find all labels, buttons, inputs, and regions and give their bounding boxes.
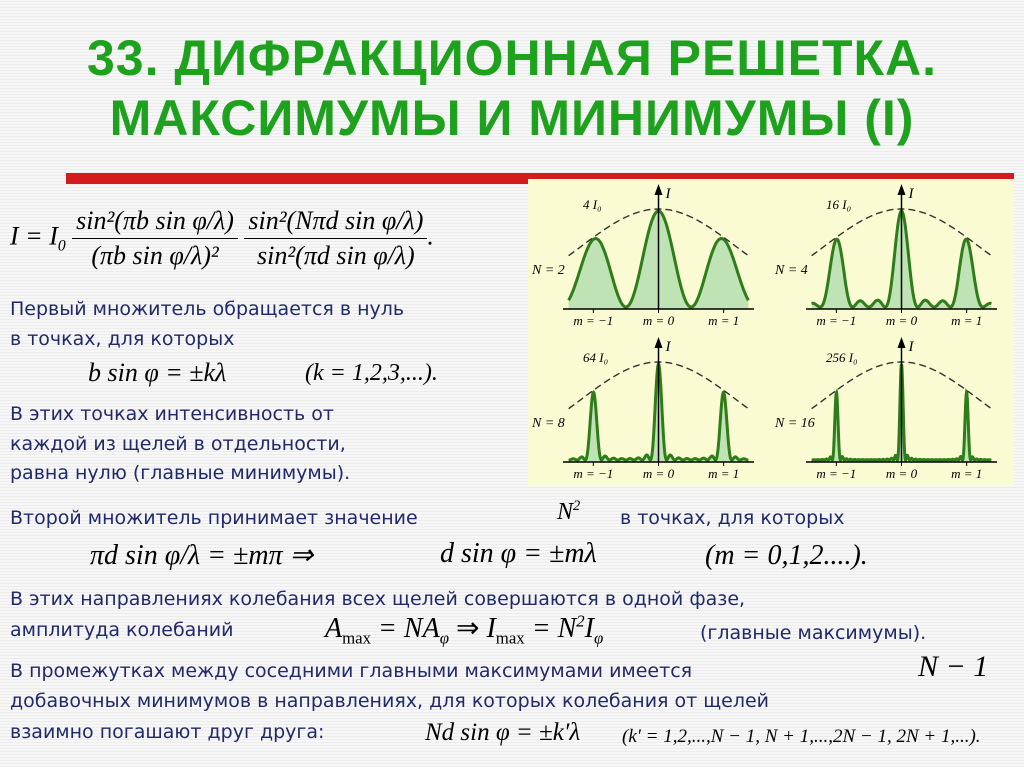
m-label: m = −1 [573,466,614,481]
y-axis-arrow [655,184,663,195]
m-label: m = 1 [951,313,983,328]
y-axis-arrow [655,337,663,348]
p3-formula-a: πd sin φ/λ = ±mπ ⇒ [90,540,314,571]
p4-na-sub: φ [439,628,449,648]
p3-text-a: Второй множитель принимает значение [10,507,418,529]
fraction1-denominator: (πb sin φ/λ)² [91,241,219,270]
p4-imax: I [486,613,496,644]
fraction-single-slit [72,206,238,271]
peak-label: 16 I₀ [826,197,852,212]
p3-value [557,498,580,526]
p4-imax-sub: max [495,628,525,648]
intensity-graphs-panel [528,173,1014,485]
graph-n16 [774,337,997,481]
p4-tail: (главные максимумы). [700,622,927,644]
intensity-formula [10,206,434,271]
fraction-grating [244,206,427,271]
p1-range: (k = 1,2,3,...). [305,360,438,386]
n-label: N = 16 [775,416,815,431]
m-label: m = 1 [951,466,983,481]
graph-n2 [531,184,754,328]
p4-n2-sup: 2 [576,611,585,631]
y-axis-label: I [908,339,914,355]
fraction2-denominator: sin²(πd sin φ/λ) [257,241,415,270]
m-label: m = −1 [816,313,857,328]
p4-iphi: I [584,613,594,644]
divider-rule [66,173,528,184]
formula-lhs: I = I [10,221,58,251]
y-axis-label: I [665,186,671,202]
p4-na: = NA [378,613,440,644]
m-label: m = −1 [816,466,857,481]
m-label: m = 0 [642,313,675,328]
title-line-2: МАКСИМУМЫ И МИНИМУМЫ (I) [109,90,915,146]
p3-formula-b: d sin φ = ±mλ [440,538,597,569]
p4-line-1: В этих направлениях колебания всех щелей совершаются в одной фазе, [10,588,746,610]
p1-line-1: Первый множитель обращается в нуль [10,298,405,320]
p3-text-b: в точках, для которых [620,507,845,529]
p2-line-3: равна нулю (главные минимумы). [10,462,351,484]
p4-line-2: амплитуда колебаний [10,619,234,641]
y-axis-label: I [908,186,914,202]
p5-formula: Nd sin φ = ±k′λ [425,719,581,746]
y-axis-arrow [898,184,906,195]
graph-n4 [774,184,997,328]
p2-line-2: каждой из щелей в отдельности, [10,433,346,455]
intensity-graphs [528,179,1014,485]
p5-value: N − 1 [918,650,989,683]
n-label: N = 4 [775,263,808,278]
m-label: m = 0 [885,313,918,328]
p1-line-2: в точках, для которых [10,328,235,350]
formula-lhs-sub: 0 [57,237,66,255]
y-axis-label: I [665,339,671,355]
p4-amax: A [325,613,343,644]
p4-n2: = N [531,613,577,644]
title-line-1: 33. ДИФРАКЦИОННАЯ РЕШЕТКА. [86,30,938,86]
peak-label: 64 I₀ [583,350,609,365]
fraction2-numerator: sin²(Nπd sin φ/λ) [244,206,427,239]
p3-range: (m = 0,1,2....). [705,540,868,571]
p2-line-1: В этих точках интенсивность от [10,403,334,425]
p1-formula: b sin φ = ±kλ [88,358,227,387]
n-label: N = 2 [532,263,565,278]
p4-iphi-sub: φ [594,628,604,648]
m-label: m = 0 [885,466,918,481]
p3-value-sup: 2 [573,498,581,514]
p5-line-2: добавочных минимумов в направлениях, для которых колебания от щелей [10,690,770,712]
peak-label: 256 I₀ [826,350,858,365]
n-label: N = 8 [532,416,565,431]
p5-range: (k′ = 1,2,...,N − 1, N + 1,...,2N − 1, 2N + 1,...). [622,726,981,747]
p4-arrow: ⇒ [456,613,480,644]
peak-label: 4 I₀ [583,197,602,212]
p5-line-3: взаимно погашают друг друга: [10,721,325,743]
p4-formula [325,611,603,649]
formula-end: . [427,221,434,251]
y-axis-arrow [898,337,906,348]
p3-value-base: N [557,499,574,525]
m-label: m = −1 [573,313,614,328]
p4-amax-sub: max [342,628,372,648]
m-label: m = 1 [708,313,740,328]
p5-line-1: В промежутках между соседними главными максимумами имеется [10,660,693,682]
fraction1-numerator: sin²(πb sin φ/λ) [72,206,238,239]
graph-n8 [531,337,754,481]
m-label: m = 0 [642,466,675,481]
m-label: m = 1 [708,466,740,481]
